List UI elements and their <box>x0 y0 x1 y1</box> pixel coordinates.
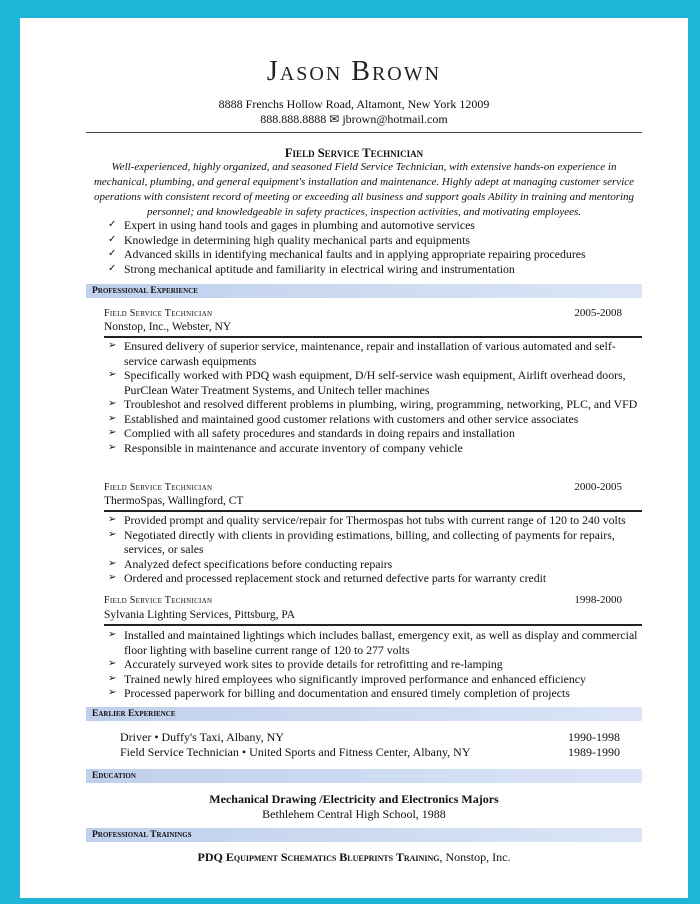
job-bullet: ➢ Complied with all safety procedures and standards in doing repairs and installation <box>108 426 638 441</box>
job-bullet: ➢ Processed paperwork for billing and documentation and ensured timely completion of projects <box>108 686 638 701</box>
skill-item: ✓ Knowledge in determining high quality mechanical parts and equipments <box>108 233 638 248</box>
skill-item: ✓ Advanced skills in identifying mechanical faults and in applying appropriate repairing procedures <box>108 247 638 262</box>
contact-block <box>20 97 688 127</box>
job-bullets <box>108 513 638 586</box>
earlier-role: Field Service Technician • United Sports and Fitness Center, Albany, NY <box>120 745 471 759</box>
job-bullet: ➢ Negotiated directly with clients in providing estimations, billing, and collecting of payments for repairs, services, or sales <box>108 528 638 557</box>
job-bullets <box>108 628 638 701</box>
job-bullet: ➢ Troubleshot and resolved different problems in plumbing, wiring, programming, networking, PLC, and VFD <box>108 397 638 412</box>
earlier-row <box>120 745 620 760</box>
job-dates: 1998-2000 <box>574 594 622 606</box>
skill-item: ✓ Expert in using hand tools and gages in plumbing and automotive services <box>108 218 638 233</box>
job-company: Sylvania Lighting Services, Pittsburg, PA <box>104 609 296 621</box>
training-line <box>20 850 688 865</box>
job-company: ThermoSpas, Wallingford, CT <box>104 495 244 507</box>
header-divider <box>86 132 642 133</box>
job-bullet: ➢ Provided prompt and quality service/repair for Thermospas hot tubs with current range of 120 to 240 volts <box>108 513 638 528</box>
job-bullet: ➢ Analyzed defect specifications before conducting repairs <box>108 557 638 572</box>
skill-item: ✓ Strong mechanical aptitude and familiarity in electrical wiring and instrumentation <box>108 262 638 277</box>
job-bullet: ➢ Trained newly hired employees who significantly improved performance and enhanced efficiency <box>108 672 638 687</box>
objective-summary: Well-experienced, highly organized, and seasoned Field Service Technician, with extensive hands-on experience in mechanical, plumbing, and general equipment's installation and maintenance. Highly adept at managing customer service operations with consistent record of meeting or exceeding all business and support goals Ability in training and mentoring personnel; and knowledgeable in safety practices, inspection activities, and motivating employees. <box>93 161 635 218</box>
skills-list <box>108 218 638 276</box>
training-course: PDQ Equipment Schematics Blueprints Training <box>197 850 440 864</box>
job-dates: 2005-2008 <box>574 307 622 319</box>
job-bullet: ➢ Ensured delivery of superior service, maintenance, repair and installation of various automated and self-service carwash equipments <box>108 339 638 368</box>
job-title: Field Service Technician <box>104 482 213 493</box>
page-frame <box>8 8 692 896</box>
section-earlier-experience: Earlier Experience <box>86 707 642 721</box>
candidate-name: Jason Brown <box>266 56 442 87</box>
objective-title: Field Service Technician <box>284 146 424 160</box>
job-bullet: ➢ Responsible in maintenance and accurate inventory of company vehicle <box>108 441 638 456</box>
earlier-dates: 1989-1990 <box>568 745 620 759</box>
resume-page <box>20 18 688 898</box>
address: 8888 Frenchs Hollow Road, Altamont, New York 12009 <box>218 97 490 111</box>
job-bullet: ➢ Established and maintained good customer relations with customers and other service associates <box>108 412 638 427</box>
job-bullet: ➢ Ordered and processed replacement stock and returned defective parts for warranty credit <box>108 571 638 586</box>
job-title: Field Service Technician <box>104 595 213 606</box>
job-bullets <box>108 339 638 455</box>
section-professional-trainings: Professional Trainings <box>86 828 642 842</box>
earlier-role: Driver • Duffy's Taxi, Albany, NY <box>120 730 284 744</box>
job-bullet: ➢ Specifically worked with PDQ wash equipment, D/H self-service wash equipment, Airlift overhead doors, PurClean Water Treatment Systems, and Unitech teller machines <box>108 368 638 397</box>
job-divider <box>104 624 642 626</box>
phone-email: 888.888.8888 ✉ jbrown@hotmail.com <box>260 112 448 126</box>
education-block <box>20 792 688 822</box>
job-divider <box>104 510 642 512</box>
education-degree: Mechanical Drawing /Electricity and Electronics Majors <box>209 792 499 806</box>
job-divider <box>104 336 642 338</box>
job-dates: 2000-2005 <box>574 481 622 493</box>
job-bullet: ➢ Installed and maintained lightings which includes ballast, emergency exit, as well as display and commercial floor lighting with baseline current range of 120 to 277 volts <box>108 628 638 657</box>
earlier-experience-list <box>120 730 620 760</box>
education-school: Bethlehem Central High School, 1988 <box>262 807 446 821</box>
earlier-dates: 1990-1998 <box>568 730 620 744</box>
job-bullet: ➢ Accurately surveyed work sites to provide details for retrofitting and re-lamping <box>108 657 638 672</box>
job-company: Nonstop, Inc., Webster, NY <box>104 321 232 333</box>
section-professional-experience: Professional Experience <box>86 284 642 298</box>
training-provider: , Nonstop, Inc. <box>439 850 511 864</box>
job-title: Field Service Technician <box>104 308 213 319</box>
earlier-row <box>120 730 620 745</box>
section-education: Education <box>86 769 642 783</box>
